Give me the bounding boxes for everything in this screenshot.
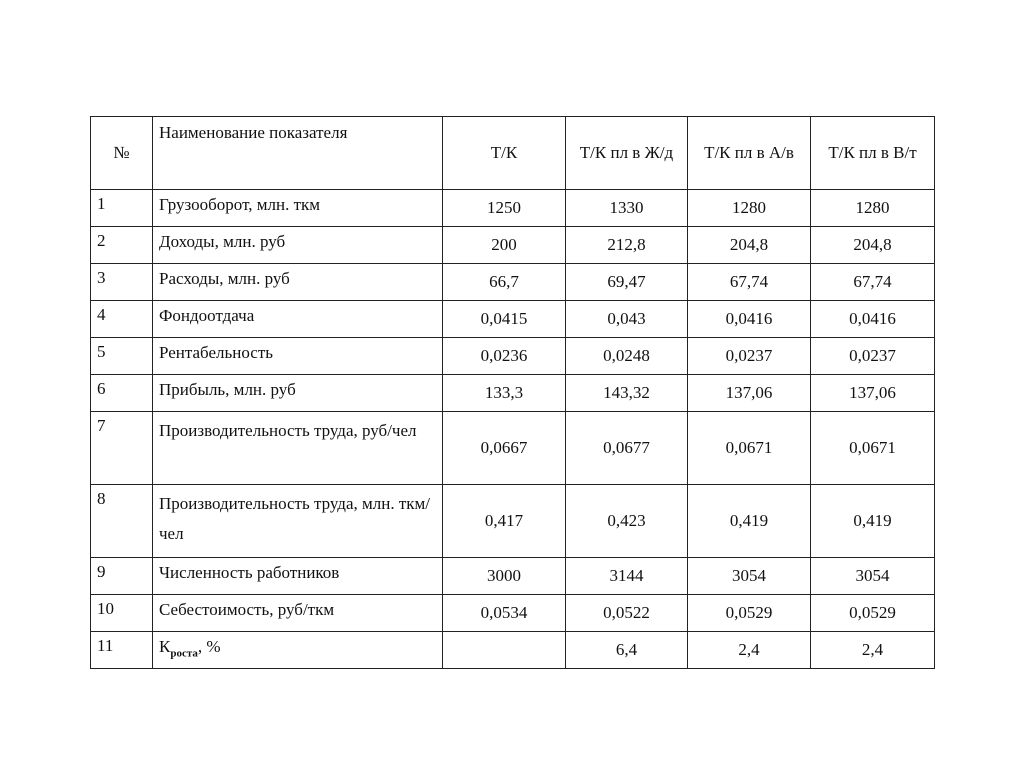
cell-col3: 0,0671 xyxy=(688,412,811,485)
cell-col4: 1280 xyxy=(811,190,935,227)
row-number: 6 xyxy=(91,375,153,412)
cell-col2: 0,0522 xyxy=(566,595,688,632)
indicators-table xyxy=(90,116,935,669)
cell-col2: 0,0677 xyxy=(566,412,688,485)
row-number: 4 xyxy=(91,301,153,338)
cell-col1: 0,0534 xyxy=(443,595,566,632)
table-row xyxy=(91,338,935,375)
cell-col2: 1330 xyxy=(566,190,688,227)
cell-col3: 0,0237 xyxy=(688,338,811,375)
cell-col1 xyxy=(443,632,566,669)
cell-col2: 0,0248 xyxy=(566,338,688,375)
cell-col4: 0,419 xyxy=(811,485,935,558)
cell-col2: 6,4 xyxy=(566,632,688,669)
cell-col1: 0,417 xyxy=(443,485,566,558)
row-number: 11 xyxy=(91,632,153,669)
cell-col1: 133,3 xyxy=(443,375,566,412)
cell-col1: 66,7 xyxy=(443,264,566,301)
row-name: Прибыль, млн. руб xyxy=(153,375,443,412)
header-col3: Т/К пл в А/в xyxy=(688,117,811,190)
row-name: Численность работников xyxy=(153,558,443,595)
cell-col2: 0,423 xyxy=(566,485,688,558)
cell-col4: 0,0237 xyxy=(811,338,935,375)
cell-col2: 143,32 xyxy=(566,375,688,412)
row-number: 5 xyxy=(91,338,153,375)
row-number: 7 xyxy=(91,412,153,485)
cell-col3: 0,0416 xyxy=(688,301,811,338)
table-row xyxy=(91,558,935,595)
row-name: Фондоотдача xyxy=(153,301,443,338)
row-number: 10 xyxy=(91,595,153,632)
cell-col4: 204,8 xyxy=(811,227,935,264)
cell-col3: 67,74 xyxy=(688,264,811,301)
growth-symbol: К xyxy=(159,637,171,656)
cell-col3: 1280 xyxy=(688,190,811,227)
cell-col3: 3054 xyxy=(688,558,811,595)
row-name: Грузооборот, млн. ткм xyxy=(153,190,443,227)
header-number: № xyxy=(91,117,153,190)
cell-col3: 204,8 xyxy=(688,227,811,264)
cell-col4: 137,06 xyxy=(811,375,935,412)
row-number: 8 xyxy=(91,485,153,558)
cell-col4: 2,4 xyxy=(811,632,935,669)
row-name: Расходы, млн. руб xyxy=(153,264,443,301)
header-col4: Т/К пл в В/т xyxy=(811,117,935,190)
table-row xyxy=(91,412,935,485)
row-name: Производительность труда, млн. ткм/чел xyxy=(153,485,443,558)
cell-col3: 0,0529 xyxy=(688,595,811,632)
cell-col4: 0,0529 xyxy=(811,595,935,632)
cell-col2: 212,8 xyxy=(566,227,688,264)
growth-subscript: роста xyxy=(170,647,198,660)
table-row xyxy=(91,632,935,669)
cell-col2: 3144 xyxy=(566,558,688,595)
row-number: 1 xyxy=(91,190,153,227)
row-number: 3 xyxy=(91,264,153,301)
table-row xyxy=(91,301,935,338)
row-name: Доходы, млн. руб xyxy=(153,227,443,264)
cell-col1: 3000 xyxy=(443,558,566,595)
table-header-row xyxy=(91,117,935,190)
table-row xyxy=(91,190,935,227)
table-row xyxy=(91,375,935,412)
cell-col1: 0,0236 xyxy=(443,338,566,375)
cell-col3: 137,06 xyxy=(688,375,811,412)
cell-col4: 3054 xyxy=(811,558,935,595)
cell-col2: 0,043 xyxy=(566,301,688,338)
cell-col1: 0,0667 xyxy=(443,412,566,485)
row-number: 2 xyxy=(91,227,153,264)
cell-col1: 1250 xyxy=(443,190,566,227)
table-row xyxy=(91,264,935,301)
cell-col2: 69,47 xyxy=(566,264,688,301)
cell-col4: 67,74 xyxy=(811,264,935,301)
cell-col1: 0,0415 xyxy=(443,301,566,338)
cell-col1: 200 xyxy=(443,227,566,264)
header-name: Наименование показателя xyxy=(153,117,443,190)
cell-col3: 0,419 xyxy=(688,485,811,558)
table-row xyxy=(91,485,935,558)
cell-col3: 2,4 xyxy=(688,632,811,669)
row-name: Производительность труда, руб/чел xyxy=(153,412,443,485)
table-row xyxy=(91,227,935,264)
row-name: Рентабельность xyxy=(153,338,443,375)
row-name-growth xyxy=(153,632,443,669)
row-name: Себестоимость, руб/ткм xyxy=(153,595,443,632)
cell-col4: 0,0416 xyxy=(811,301,935,338)
header-col2: Т/К пл в Ж/д xyxy=(566,117,688,190)
table-row xyxy=(91,595,935,632)
header-col1: Т/К xyxy=(443,117,566,190)
row-number: 9 xyxy=(91,558,153,595)
cell-col4: 0,0671 xyxy=(811,412,935,485)
growth-unit: , % xyxy=(197,637,221,656)
